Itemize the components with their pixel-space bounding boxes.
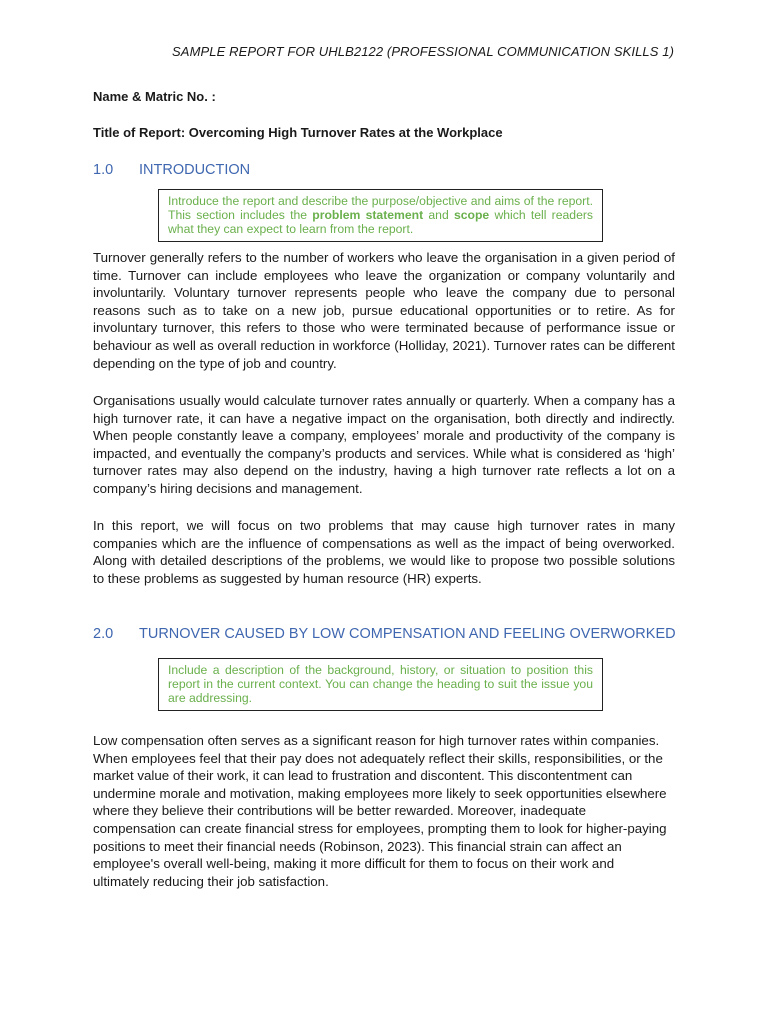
page-header: SAMPLE REPORT FOR UHLB2122 (PROFESSIONAL COMMUNICATION SKILLS 1) bbox=[172, 44, 674, 59]
section-heading-turnover-causes bbox=[93, 626, 676, 642]
guidance-note-introduction bbox=[158, 189, 603, 242]
paragraph: Organisations usually would calculate turnover rates annually or quarterly. When a company has a high turnover rate, it can have a negative impact on the organisation, both directly and indirectly. When people constantly leave a company, employees’ morale and productivity of the company is impacted, and eventually the company’s products and services. While what is considered as ‘high’ turnover rates may also depend on the industry, having a high turnover rate reflects a lot on a company’s hiring decisions and management. bbox=[93, 393, 675, 496]
name-matric-label: Name & Matric No. : bbox=[93, 89, 216, 104]
note-text: which tell readers what they can expect to learn from the report. bbox=[168, 208, 593, 236]
note-text: Introduce the report and describe the purpose/objective and aims of the report. This section includes the bbox=[168, 194, 593, 222]
paragraph: Low compensation often serves as a significant reason for high turnover rates within companies. When employees feel that their pay does not adequately reflect their skills, responsibilities, or the market value of their work, it can lead to frustration and discontent. This discontentment can undermine morale and motivation, making employees more likely to seek opportunities elsewhere where they believe their contributions will be better rewarded. Moreover, inadequate compensation can create financial stress for employees, prompting them to look for higher-paying positions to meet their financial needs (Robinson, 2023). This financial strain can affect an employee's overall well-being, making it more difficult for them to focus on their work and ultimately reducing their job satisfaction. bbox=[93, 733, 667, 889]
paragraph: Turnover generally refers to the number of workers who leave the organisation in a given period of time. Turnover can include employees who leave the organization or company voluntarily and involuntarily. Voluntary turnover represents people who leave the company due to personal reasons such as to take on a new job, pursue educational opportunities or to retire. As for involuntary turnover, this refers to those who were terminated because of performance issue or behaviour as well as overall reduction in workforce (Holliday, 2021). Turnover rates can be different depending on the type of job and country. bbox=[93, 250, 675, 371]
paragraph: In this report, we will focus on two problems that may cause high turnover rates in many companies which are the influence of compensations as well as the impact of being overworked. Along with detailed descriptions of the problems, we would like to propose two possible solutions to these problems as suggested by human resource (HR) experts. bbox=[93, 518, 675, 586]
note-bold-text: scope bbox=[453, 208, 490, 222]
section-number: 2.0 bbox=[93, 626, 114, 642]
note-text: and bbox=[423, 208, 454, 222]
section-title: TURNOVER CAUSED BY LOW COMPENSATION AND FEELING OVERWORKED bbox=[139, 626, 676, 642]
section-title: INTRODUCTION bbox=[139, 162, 251, 178]
guidance-note-background: Include a description of the background, history, or situation to position this report in the current context. You can change the heading to suit the issue you are addressing. bbox=[158, 658, 603, 711]
section-number: 1.0 bbox=[93, 162, 114, 178]
note-bold-text: problem statement bbox=[312, 208, 424, 222]
section-heading-introduction bbox=[93, 162, 250, 178]
report-title: Title of Report: Overcoming High Turnover Rates at the Workplace bbox=[93, 125, 503, 140]
